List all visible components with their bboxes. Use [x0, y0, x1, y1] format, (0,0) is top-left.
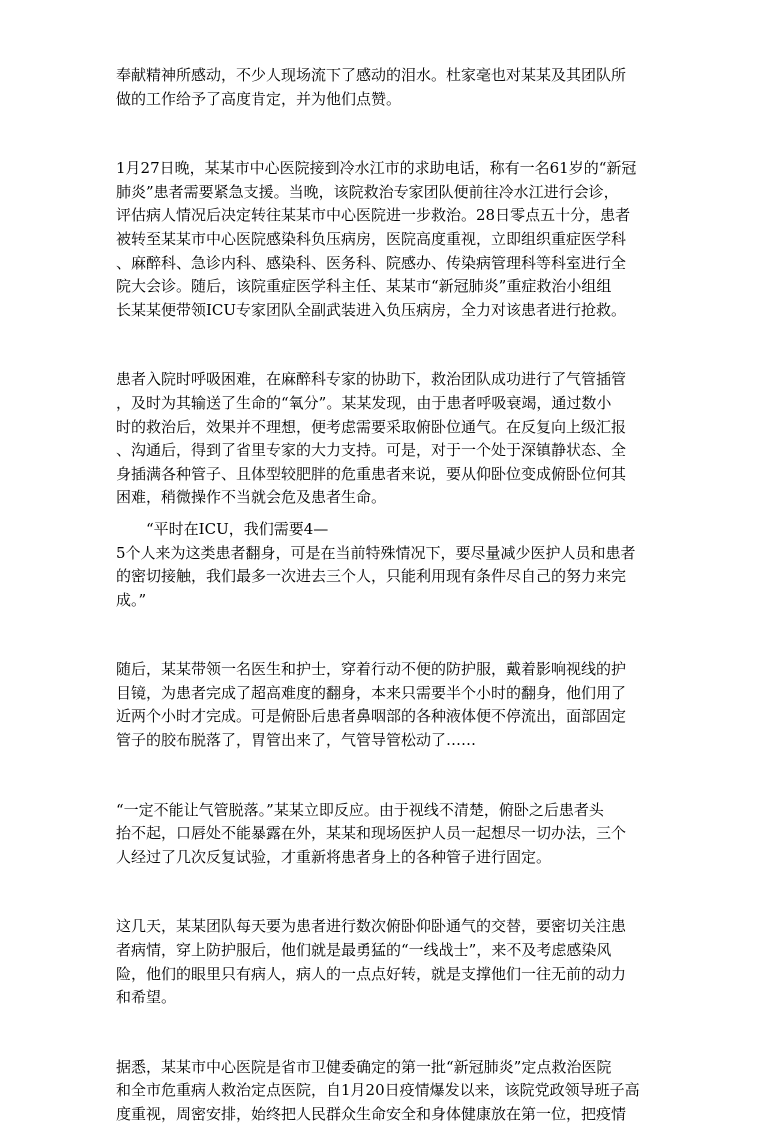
paragraph-8: 据悉，某某市中心医院是省市卫健委确定的第一批“新冠肺炎”定点救治医院 和全市危重病人救治定点医院，自1月20日疫情爆发以来，该院党政领导班子高 度重视，周密安排，始终把人民群众生命安全和身体健康放在第一位，把疫情: [116, 1057, 640, 1123]
quote-first-line: “平时在ICU，我们需要4—: [146, 519, 329, 538]
paragraph-5: 随后，某某带领一名医生和护士，穿着行动不便的防护服，戴着影响视线的护 目镜，为患者完成了超高难度的翻身，本来只需要半个小时的翻身，他们用了 近两个小时才完成。可是俯卧后患者鼻咽部的各种液体便不停流出，面部固定 管子的胶布脱落了，胃管出来了，气管导管松动了……: [116, 660, 627, 750]
paragraph-6: “一定不能让气管脱落。”某某立即反应。由于视线不清楚，俯卧之后患者头 抬不起，口唇处不能暴露在外，某某和现场医护人员一起想尽一切办法，三个 人经过了几次反复试验，才重新将患者身上的各种管子进行固定。: [116, 800, 627, 866]
paragraph-3: 患者入院时呼吸困难，在麻醉科专家的协助下，救治团队成功进行了气管插管 ，及时为其输送了生命的“氧分”。某某发现，由于患者呼吸衰竭，通过数小 时的救治后，效果并不理想，便考虑需要采取俯卧位通气。在反复向上级汇报 、沟通后，得到了省里专家的大力支持。可是，对于一个处于深镇静状态、全 身插满各种管子、且体型较肥胖的危重患者来说，要从仰卧位变成俯卧位何其 困难，稍微操作不当就会危及患者生命。: [116, 370, 627, 507]
quote-paragraph: [116, 518, 658, 612]
quote-continuation: 5个人来为这类患者翻身，可是在当前特殊情况下，要尽量减少医护人员和患者 的密切接触，我们最多一次进去三个人，只能利用现有条件尽自己的努力来完 成。”: [116, 543, 636, 609]
paragraph-1: 奉献精神所感动，不少人现场流下了感动的泪水。杜家毫也对某某及其团队所 做的工作给予了高度肯定，并为他们点赞。: [116, 66, 627, 108]
paragraph-7: 这几天，某某团队每天要为患者进行数次俯卧仰卧通气的交替，要密切关注患 者病情，穿上防护服后，他们就是最勇猛的“一线战士”，来不及考虑感染风 险，他们的眼里只有病人，病人的一点点好转，就是支撑他们一往无前的动力 和希望。: [116, 917, 627, 1007]
paragraph-2: 1月27日晚，某某市中心医院接到冷水江市的求助电话，称有一名61岁的“新冠 肺炎”患者需要紧急支援。当晚，该院救治专家团队便前往冷水江进行会诊， 评估病人情况后决定转往某某市中心医院进一步救治。28日零点五十分，患者 被转至某某市中心医院感染科负压病房，医院高度重视，立即组织重症医学科 、麻醉科、急诊内科、感染科、医务科、院感办、传染病管理科等科室进行全 院大会诊。随后，该院重症医学科主任、某某市“新冠肺炎”重症救治小组组 长某某便带领ICU专家团队全副武装进入负压病房，全力对该患者进行抢救。: [116, 159, 637, 319]
